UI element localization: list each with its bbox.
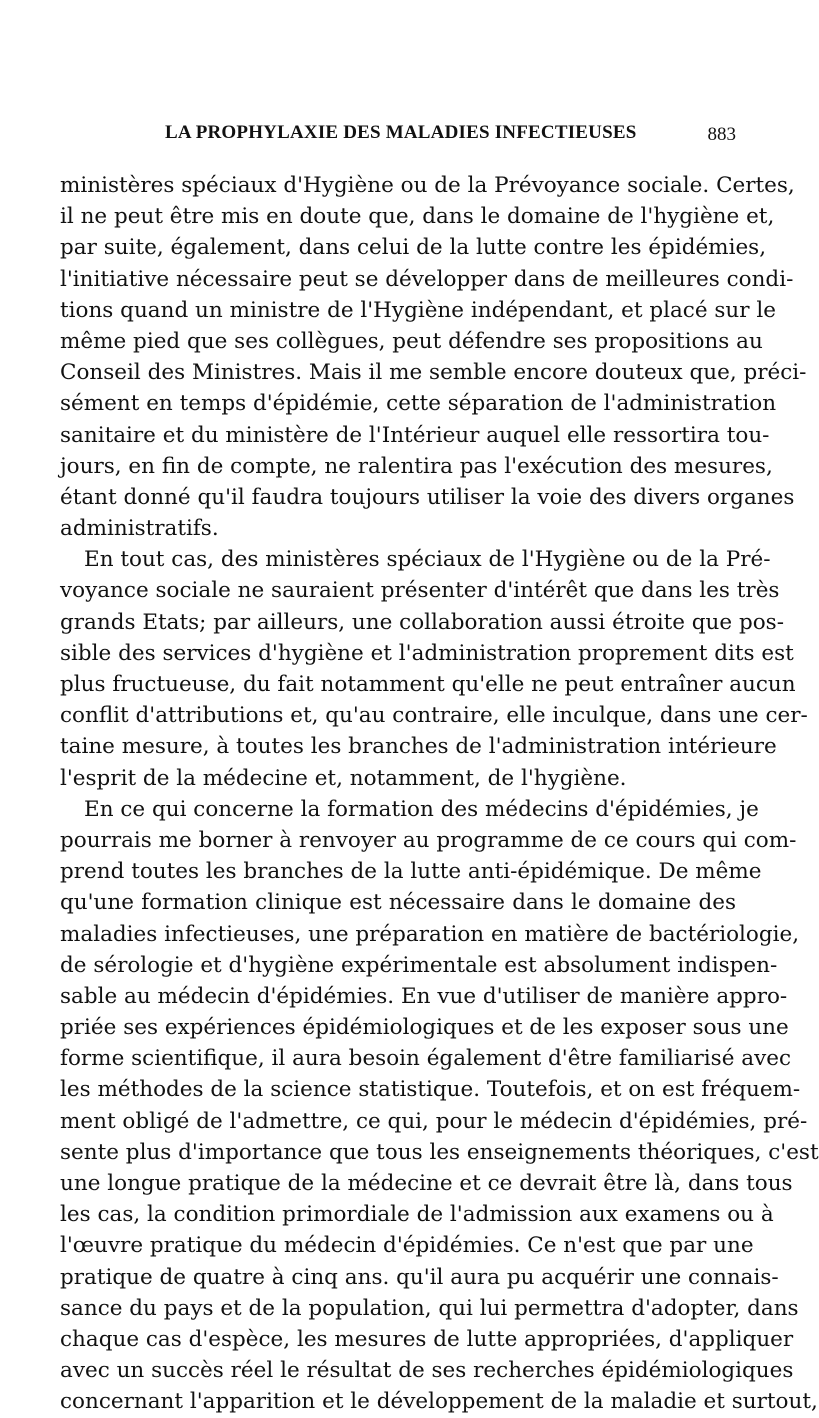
text-line: forme scientifique, il aura besoin également d'être familiarisé avec — [60, 1046, 791, 1072]
running-header — [60, 122, 740, 150]
text-line: avec un succès réel le résultat de ses recherches épidémiologiques — [60, 1358, 794, 1384]
text-line: voyance sociale ne sauraient présenter d'intérêt que dans les très — [60, 578, 780, 604]
text-line: pratique de quatre à cinq ans. qu'il aura pu acquérir une connais- — [60, 1264, 779, 1290]
text-line: sance du pays et de la population, qui lui permettra d'adopter, dans — [60, 1295, 799, 1321]
text-line: l'initiative nécessaire peut se développer dans de meilleures condi- — [60, 266, 794, 292]
text-line: tions quand un ministre de l'Hygiène indépendant, et placé sur le — [60, 297, 776, 323]
text-line: pourrais me borner à renvoyer au programme de ce cours qui com- — [60, 827, 797, 853]
text-line: maladies infectieuses, une préparation en matière de bactériologie, — [60, 921, 800, 947]
text-line: sente plus d'importance que tous les enseignements théoriques, c'est — [60, 1139, 819, 1165]
text-line: de sérologie et d'hygiène expérimentale est absolument indispen- — [60, 952, 778, 978]
text-line: les méthodes de la science statistique. Toutefois, et on est fréquem- — [60, 1077, 801, 1103]
text-line: Conseil des Ministres. Mais il me semble encore douteux que, préci- — [60, 360, 807, 386]
text-line: étant donné qu'il faudra toujours utiliser la voie des divers organes — [60, 484, 795, 510]
text-line: plus fructueuse, du fait notamment qu'elle ne peut entraîner aucun — [60, 672, 796, 697]
text-line: une longue pratique de la médecine et ce devrait être là, dans tous — [60, 1171, 793, 1196]
text-line: taine mesure, à toutes les branches de l'administration intérieure — [60, 734, 777, 760]
text-line: il ne peut être mis en doute que, dans le domaine de l'hygiène et, — [60, 204, 775, 230]
text-line: ministères spéciaux d'Hygiène ou de la Prévoyance sociale. Certes, — [60, 173, 795, 198]
text-line: qu'une formation clinique est nécessaire dans le domaine des — [60, 890, 736, 916]
text-line: En ce qui concerne la formation des médecins d'épidémies, je — [84, 796, 759, 822]
text-line: concernant l'apparition et le développement de la maladie et surtout, — [60, 1389, 818, 1415]
running-title: LA PROPHYLAXIE DES MALADIES INFECTIEUSES — [165, 122, 637, 143]
page-number: 883 — [707, 124, 736, 145]
text-line: sible des services d'hygiène et l'administration proprement dits est — [60, 640, 794, 666]
text-line: ment obligé de l'admettre, ce qui, pour le médecin d'épidémies, pré- — [60, 1108, 808, 1134]
text-line: par suite, également, dans celui de la lutte contre les épidémies, — [60, 235, 767, 261]
text-line: sément en temps d'épidémie, cette séparation de l'administration — [60, 391, 777, 417]
body-text — [60, 170, 819, 1418]
text-line: En tout cas, des ministères spéciaux de l'Hygiène ou de la Pré- — [84, 547, 771, 573]
text-line: chaque cas d'espèce, les mesures de lutte appropriées, d'appliquer — [60, 1326, 794, 1352]
text-line: l'esprit de la médecine et, notamment, de l'hygiène. — [60, 765, 627, 791]
text-line: prend toutes les branches de la lutte anti-épidémique. De même — [60, 859, 762, 885]
text-line: administratifs. — [60, 516, 219, 542]
text-line: sanitaire et du ministère de l'Intérieur auquel elle ressortira tou- — [60, 422, 770, 448]
text-line: jours, en fin de compte, ne ralentira pas l'exécution des mesures, — [60, 453, 773, 479]
text-line: même pied que ses collègues, peut défendre ses propositions au — [60, 328, 763, 354]
text-line: grands Etats; par ailleurs, une collaboration aussi étroite que pos- — [60, 609, 784, 635]
text-line: l'œuvre pratique du médecin d'épidémies. Ce n'est que par une — [60, 1233, 754, 1259]
text-line: sable au médecin d'épidémies. En vue d'utiliser de manière appro- — [60, 983, 788, 1009]
text-line: les cas, la condition primordiale de l'admission aux examens ou à — [60, 1202, 774, 1228]
text-line: priée ses expériences épidémiologiques et de les exposer sous une — [60, 1015, 789, 1041]
text-line: conflit d'attributions et, qu'au contraire, elle inculque, dans une cer- — [60, 703, 808, 729]
